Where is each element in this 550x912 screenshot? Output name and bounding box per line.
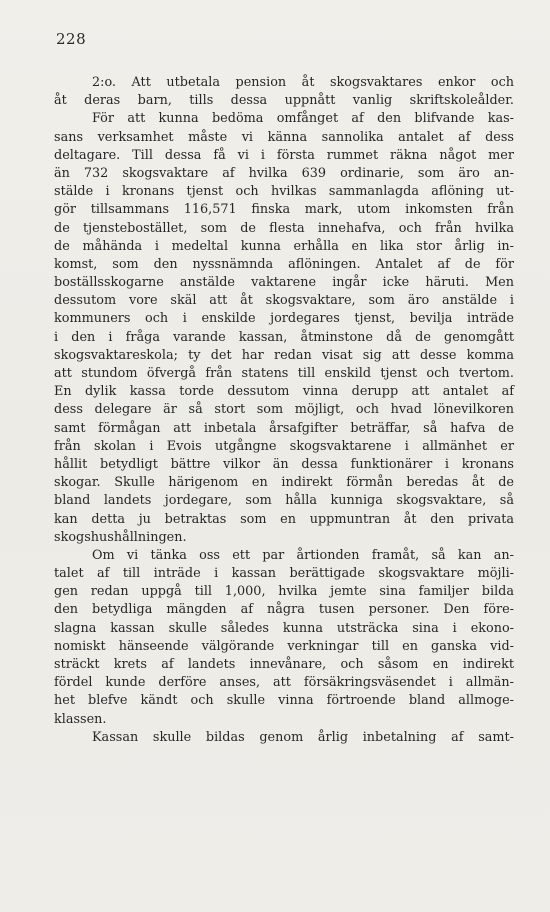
text-line: dess delegare är så stort som möjligt, och hvad lönevilkoren (54, 402, 514, 418)
text-line: 2:o. Att utbetala pension åt skogsvaktares enkor och (92, 75, 514, 90)
text-line: hållit betydligt bättre vilkor än dessa funktionärer i kronans (54, 456, 514, 472)
text-line: från skolan i Evois utgångne skogsvaktarene i allmänhet er (54, 438, 514, 454)
text-line: deltagare. Till dessa få vi i första rummet räkna något mer (54, 147, 514, 163)
text-line: komst, som den nyssnämnda aflöningen. Antalet af de för (54, 256, 514, 272)
text-line: skogar. Skulle härigenom en indirekt förmån beredas åt de (54, 475, 514, 491)
text-line: gör tillsammans 116,571 finska mark, utom inkomsten från (54, 202, 514, 218)
text-line: kan detta ju betraktas som en uppmuntran åt den privata (54, 511, 514, 527)
text-line: att stundom öfvergå från statens till enskild tjenst och tvertom. (54, 366, 514, 381)
text-line: En dylik kassa torde dessutom vinna derupp att antalet af (54, 384, 514, 400)
text-line: slagna kassan skulle således kunna utsträcka sina i ekono- (54, 620, 514, 636)
text-line: boställsskogarne anstälde vaktarene ingår icke häruti. Men (54, 275, 514, 291)
text-line: nomiskt hänseende välgörande verkningar till en ganska vid- (54, 638, 514, 654)
text-line: skogshushållningen. (54, 529, 187, 545)
text-line: het blefve kändt och skulle vinna förtroende bland allmoge- (54, 693, 514, 709)
text-line: stälde i kronans tjenst och hvilkas sammanlagda aflöning ut- (54, 184, 514, 200)
text-line: fördel kunde derföre anses, att försäkringsväsendet i allmän- (54, 675, 514, 691)
text-line: samt förmågan att inbetala årsafgifter beträffar, så hafva de (54, 420, 514, 436)
text-line: åt deras barn, tills dessa uppnått vanlig skriftskoleålder. (54, 93, 514, 109)
text-line: i den i fråga varande kassan, åtminstone då de genomgått (54, 329, 514, 345)
text-line: de tjenstebostället, som de flesta innehafva, och från hvilka (54, 220, 514, 236)
text-line: talet af till inträde i kassan berättigade skogsvaktare möjli- (54, 566, 514, 582)
text-line: kommuners och i enskilde jordegares tjenst, bevilja inträde (54, 311, 514, 327)
text-line: För att kunna bedöma omfånget af den blifvande kas- (92, 111, 514, 127)
text-line: än 732 skogsvaktare af hvilka 639 ordinarie, som äro an- (54, 165, 514, 181)
body-text (54, 74, 514, 747)
text-line: Kassan skulle bildas genom årlig inbetalning af samt- (92, 729, 514, 745)
text-line: Om vi tänka oss ett par årtionden framåt, så kan an- (92, 547, 514, 563)
page-number: 228 (56, 30, 87, 48)
text-line: gen redan uppgå till 1,000, hvilka jemte sina familjer bilda (54, 584, 514, 600)
text-line: skogsvaktareskola; ty det har redan visat sig att desse komma (54, 347, 514, 363)
text-line: bland landets jordegare, som hålla kunniga skogsvaktare, så (54, 493, 514, 509)
text-line: de måhända i medeltal kunna erhålla en lika stor årlig in- (54, 238, 514, 254)
text-line: sträckt krets af landets innevånare, och såsom en indirekt (54, 657, 514, 672)
text-line: sans verksamhet måste vi känna sannolika antalet af dess (54, 129, 514, 145)
text-line: dessutom vore skäl att åt skogsvaktare, som äro anstälde i (54, 293, 514, 309)
text-line: den betydliga mängden af några tusen personer. Den före- (54, 602, 514, 618)
text-line: klassen. (54, 711, 107, 727)
